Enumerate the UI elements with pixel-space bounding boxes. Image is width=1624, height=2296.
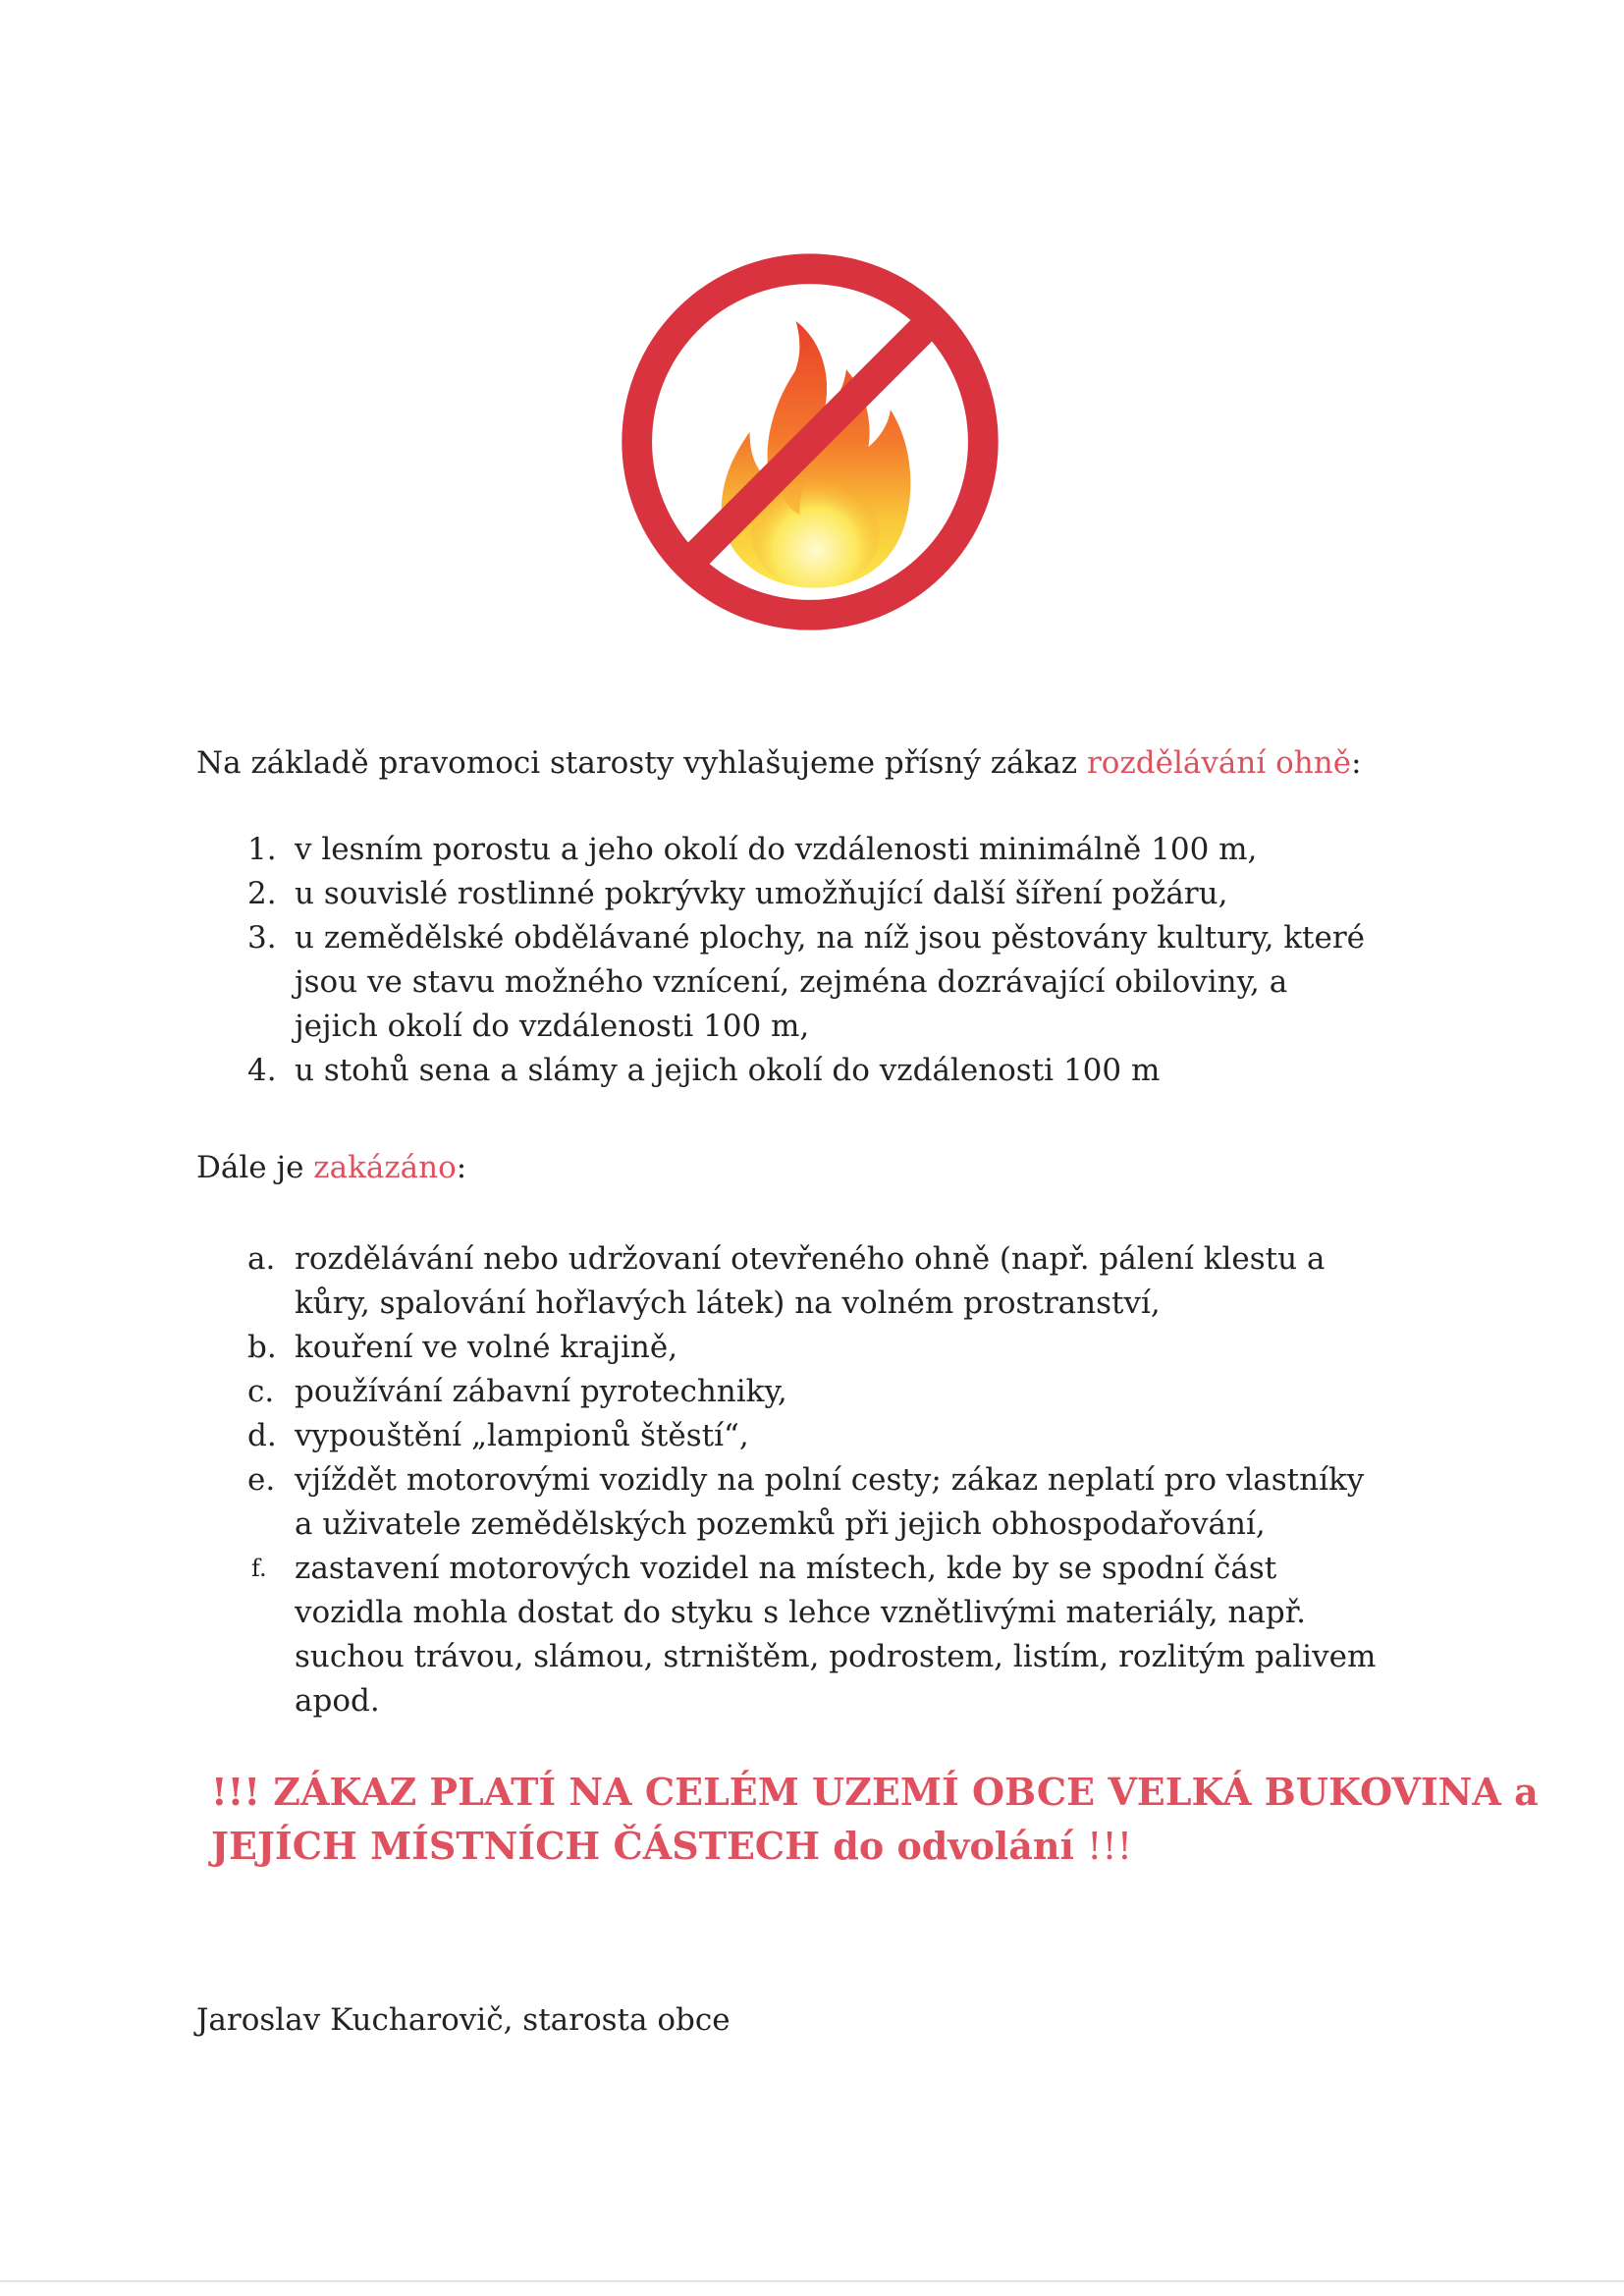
list-item xyxy=(196,1458,1473,1547)
list-item xyxy=(196,1547,1473,1723)
list-item-line: v lesním porostu a jeho okolí do vzdálenosti minimálně 100 m, xyxy=(295,832,1258,867)
list-marker: 2. xyxy=(247,876,277,911)
list-marker: d. xyxy=(247,1418,277,1453)
list-marker: 3. xyxy=(247,920,277,956)
no-fire-icon xyxy=(609,241,1011,643)
intro-highlight: rozdělávání ohně xyxy=(1086,745,1352,781)
list-item-line: vjíždět motorovými vozidly na polní cesty; zákaz neplatí pro vlastníky xyxy=(295,1462,1365,1498)
list-item xyxy=(196,828,1473,872)
list-item xyxy=(196,1049,1473,1093)
no-fire-sign xyxy=(609,241,1011,643)
ban-list-lettered xyxy=(196,1237,1473,1723)
list-marker: e. xyxy=(247,1462,276,1498)
list-item-line: vypouštění „lampionů štěstí“, xyxy=(295,1418,749,1453)
list-item xyxy=(196,916,1473,1049)
list-item xyxy=(196,872,1473,916)
list-item-line: u stohů sena a slámy a jejich okolí do vzdálenosti 100 m xyxy=(295,1053,1161,1088)
warning-line-2-end: !!! xyxy=(1087,1825,1132,1868)
list-item-line: jejich okolí do vzdálenosti 100 m, xyxy=(295,1009,810,1044)
ban-list-numbered xyxy=(196,828,1473,1093)
list-item-line: kouření ve volné krajině, xyxy=(295,1330,678,1365)
list-item-line: u zemědělské obdělávané plochy, na níž jsou pěstovány kultury, které xyxy=(295,920,1366,956)
warning-line-2 xyxy=(211,1819,1488,1874)
list-item xyxy=(196,1414,1473,1458)
list-item-line: a uživatele zemědělských pozemků při jejich obhospodařování, xyxy=(295,1506,1266,1542)
intro-end: : xyxy=(1351,745,1362,781)
intro-text: Na základě pravomoci starosty vyhlašujeme přísný zákaz xyxy=(196,745,1087,781)
list-item xyxy=(196,1237,1473,1326)
signature: Jaroslav Kucharovič, starosta obce xyxy=(196,2002,731,2038)
list-item-line: zastavení motorových vozidel na místech, kde by se spodní část xyxy=(295,1551,1277,1586)
additional-bans-heading xyxy=(196,1146,1473,1190)
warning-notice xyxy=(211,1765,1539,1874)
list-item-line: kůry, spalování hořlavých látek) na volném prostranství, xyxy=(295,1285,1161,1321)
list-item-line: apod. xyxy=(295,1683,380,1719)
intro-paragraph xyxy=(196,741,1473,786)
list-marker: f. xyxy=(251,1555,267,1582)
page-edge-line xyxy=(0,2280,1624,2282)
warning-line-2-bold: JEJÍCH MÍSTNÍCH ČÁSTECH do odvolání xyxy=(211,1824,1088,1868)
list-item-line: suchou trávou, slámou, strništěm, podrostem, listím, rozlitým palivem xyxy=(295,1639,1377,1674)
dale-end: : xyxy=(456,1150,467,1185)
dale-highlight: zakázáno xyxy=(313,1150,457,1185)
warning-line-1: !!! ZÁKAZ PLATÍ NA CELÉM UZEMÍ OBCE VELKÁ BUKOVINA a xyxy=(211,1770,1539,1814)
list-item xyxy=(196,1370,1473,1414)
list-marker: b. xyxy=(247,1330,277,1365)
list-item-line: vozidla mohla dostat do styku s lehce vznětlivými materiály, např. xyxy=(295,1595,1306,1630)
list-item xyxy=(196,1326,1473,1370)
dale-text: Dále je xyxy=(196,1150,314,1185)
list-marker: 1. xyxy=(247,832,277,867)
list-marker: a. xyxy=(247,1241,276,1277)
list-marker: 4. xyxy=(247,1053,277,1088)
list-item-line: u souvislé rostlinné pokrývky umožňující další šíření požáru, xyxy=(295,876,1228,911)
list-item-line: jsou ve stavu možného vznícení, zejména dozrávající obiloviny, a xyxy=(295,964,1288,1000)
list-marker: c. xyxy=(247,1374,275,1409)
list-item-line: používání zábavní pyrotechniky, xyxy=(295,1374,787,1409)
list-item-line: rozdělávání nebo udržovaní otevřeného ohně (např. pálení klestu a xyxy=(295,1241,1326,1277)
